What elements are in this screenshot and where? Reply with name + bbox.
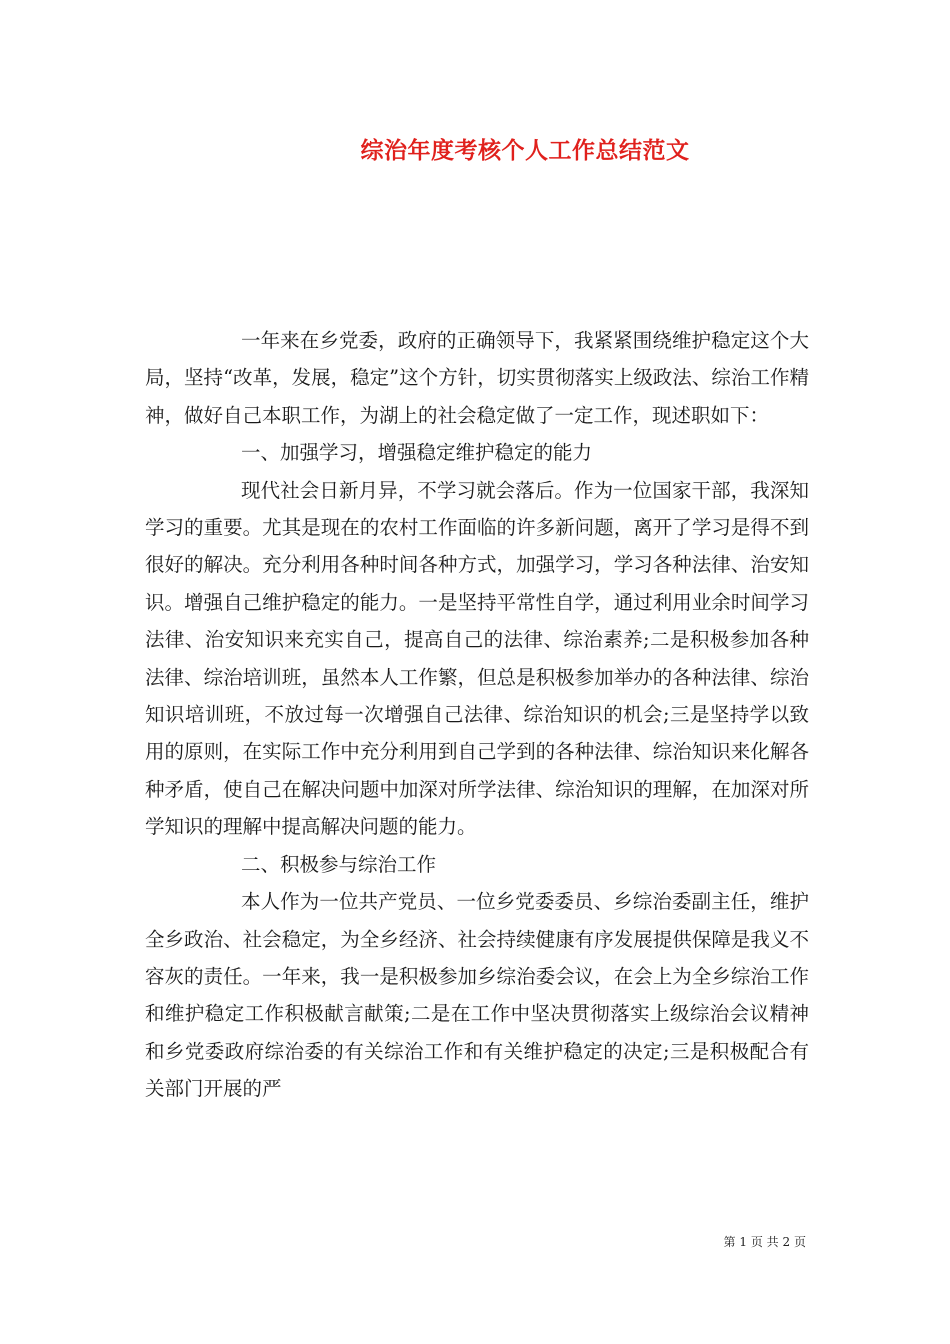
intro-paragraph: 一年来在乡党委，政府的正确领导下，我紧紧围绕维护稳定这个大局，坚持“改革，发展，稳定”这个方针，切实贯彻落实上级政法、综治工作精神，做好自己本职工作，为湖上的社会稳定做了一定工作，现述职如下： <box>145 329 809 427</box>
footer-middle: 页 共 <box>750 1235 779 1249</box>
footer-total-pages: 2 <box>782 1235 791 1249</box>
section-1-heading: 一、加强学习，增强稳定维护稳定的能力 <box>241 441 593 465</box>
section-2-paragraph: 本人作为一位共产党员、一位乡党委委员、乡综治委副主任，维护全乡政治、社会稳定，为全乡经济、社会持续健康有序发展提供保障是我义不容灰的责任。一年来，我一是积极参加乡综治委会议，在会上为全乡综治工作和维护稳定工作积极献言献策;二是在工作中坚决贯彻落实上级综治会议精神和乡党委政府综治委的有关综治工作和有关维护稳定的决定;三是积极配合有关部门开展的严 <box>145 890 809 1101</box>
footer-prefix: 第 <box>723 1235 736 1249</box>
section-2-heading: 二、积极参与综治工作 <box>241 852 437 876</box>
document-title: 综治年度考核个人工作总结范文 <box>360 137 690 164</box>
footer-suffix: 页 <box>793 1235 806 1249</box>
section-1-paragraph: 现代社会日新月异，不学习就会落后。作为一位国家干部，我深知学习的重要。尤其是现在的农村工作面临的许多新问题，离开了学习是得不到很好的解决。充分利用各种时间各种方式，加强学习，学习各种法律、治安知识。增强自己维护稳定的能力。一是坚持平常性自学，通过利用业余时间学习法律、治安知识来充实自己，提高自己的法律、综治素养;二是积极参加各种法律、综治培训班，虽然本人工作繁，但总是积极参加举办的各种法律、综治知识培训班，不放过每一次增强自己法律、综治知识的机会;三是坚持学以致用的原则，在实际工作中充分利用到自己学到的各种法律、综治知识来化解各种矛盾，使自己在解决问题中加深对所学法律、综治知识的理解，在加深对所学知识的理解中提高解决问题的能力。 <box>145 478 809 839</box>
page-number-footer <box>724 1233 806 1250</box>
footer-current-page: 1 <box>739 1235 748 1249</box>
document-body <box>145 322 809 1108</box>
